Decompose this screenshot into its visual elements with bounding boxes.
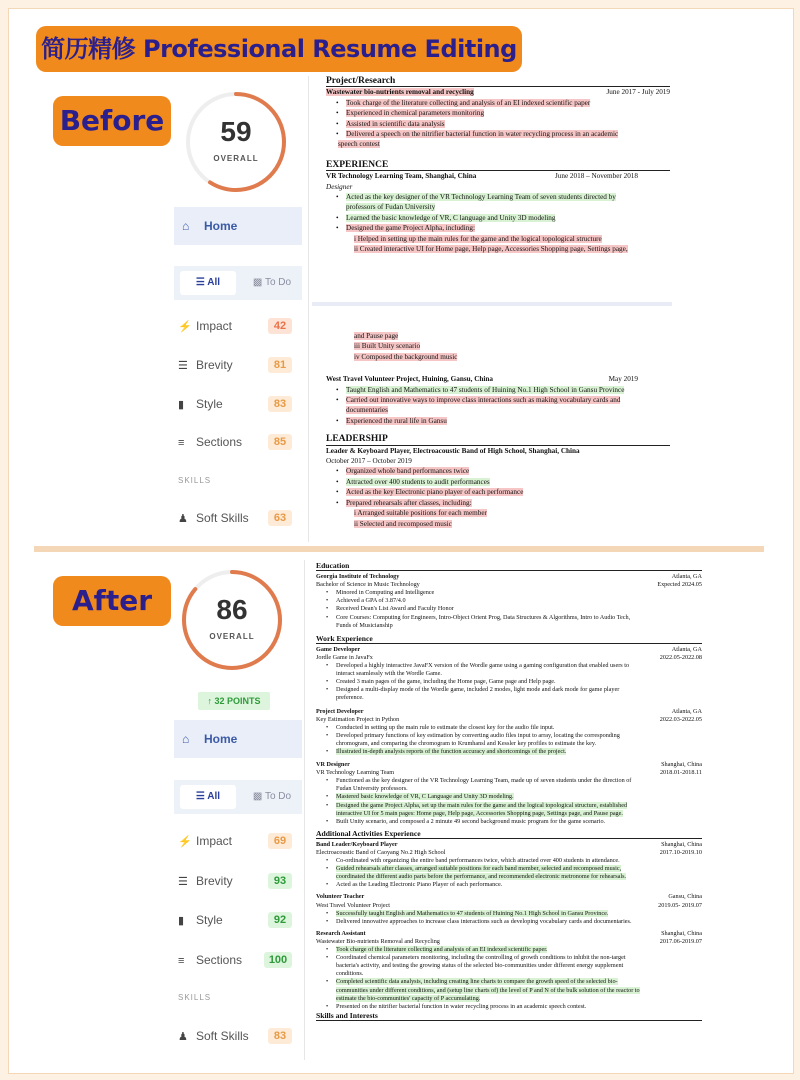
bullet-text: Designed the game Project Alpha, set up the main rules for the game and the logical topological structure, established xyxy=(336,801,628,809)
cat-score: 63 xyxy=(268,510,292,526)
role-text: Designer xyxy=(326,182,353,191)
bullet: • Achieved a GPA of 3.87/4.0 xyxy=(316,597,702,605)
section-heading: Additional Activities Experience xyxy=(316,830,702,839)
bullet xyxy=(316,793,702,801)
bullet xyxy=(326,385,670,395)
bullet-cont: chromogram, and comparing the chromogram to Krumhansl and Kessler key profiles to estimate the key. xyxy=(336,739,597,747)
sub-bullet xyxy=(326,234,670,244)
points-badge xyxy=(198,692,270,710)
list-icon: ☰ xyxy=(195,791,208,802)
home-label: Home xyxy=(204,219,238,233)
list-icon: ☰ xyxy=(195,277,208,288)
bullet-text: Mastered basic knowledge of VR, C Language and Unity 3D modeling. xyxy=(336,793,514,801)
bullet xyxy=(326,498,670,508)
bullet xyxy=(316,802,702,810)
entry-sub xyxy=(316,581,702,589)
entry-loc: Atlanta, GA xyxy=(671,707,702,715)
entry-sub-text: Jordle Game in JavaFx xyxy=(316,653,373,661)
entry-title xyxy=(326,87,670,97)
sub-bullet xyxy=(326,508,670,518)
after-cat-style[interactable] xyxy=(174,910,292,930)
entry-sub-text: Electroacoustic Band of Caoyang No.2 High School xyxy=(316,849,446,856)
sub-bullet xyxy=(326,341,670,351)
cat-label: Impact xyxy=(196,834,233,848)
sub-bullet xyxy=(326,519,670,529)
bullet-text: Organized whole band performances twice xyxy=(346,467,470,476)
entry-loc: Atlanta, GA xyxy=(671,645,702,653)
entry-title xyxy=(316,761,702,769)
entry-loc: Atlanta, GA xyxy=(671,573,702,581)
points-label: 32 POINTS xyxy=(214,696,261,706)
list-icon: ☰ xyxy=(178,360,188,372)
resume-before-cont xyxy=(326,331,670,529)
before-cat-soft-skills[interactable] xyxy=(174,508,292,528)
bullet-text: Carried out innovative ways to improve class interactions such as making vocabulary cards and xyxy=(346,396,621,405)
entry-sub-text: Wastewater Bio-nutrients Removal and Recycling xyxy=(316,937,440,945)
section-heading: Project/Research xyxy=(326,76,670,87)
entry-sub xyxy=(316,769,702,777)
cat-score: 83 xyxy=(268,396,292,412)
cat-label: Sections xyxy=(196,435,243,449)
before-score-gauge xyxy=(182,88,290,196)
entry-org: Band Leader/Keyboard Player xyxy=(316,840,398,848)
bullet-text: interactive UI for 5 main pages: Home page, Help page, Accessories Shopping page, Settings page, and Pause page. xyxy=(336,809,623,817)
bullet-text: Acted as the key Electronic piano player of each performance xyxy=(346,488,524,497)
entry-date: May 2019 xyxy=(608,375,638,384)
bullet xyxy=(316,910,702,918)
bullet-text: professors of Fudan University xyxy=(346,203,436,212)
entry-date: October 2017 – October 2019 xyxy=(326,457,412,466)
bullet-text: Taught English and Mathematics to 47 students of Huining No.1 High School in Gansu Province xyxy=(346,385,625,394)
entry-role xyxy=(326,182,670,192)
entry-sub xyxy=(316,849,702,857)
after-nav-home[interactable] xyxy=(174,720,302,758)
cat-label: Sections xyxy=(196,953,243,967)
cat-score: 42 xyxy=(268,318,292,334)
bullet xyxy=(316,946,702,954)
person-icon: ♟ xyxy=(178,1031,188,1043)
arrow-up-icon: ↑ xyxy=(207,696,215,706)
entry-org: VR Technology Learning Team, Shanghai, China xyxy=(326,172,477,181)
bullet-cont: preference. xyxy=(336,694,364,702)
sub-bullet xyxy=(326,331,670,341)
bullet xyxy=(326,223,670,233)
document-icon: ▮ xyxy=(178,915,185,927)
bullet: • Conducted in setting up the main rule to estimate the closest key for the audio file input. xyxy=(316,724,702,732)
cat-score: 85 xyxy=(268,434,292,450)
entry-loc: Shanghai, China xyxy=(661,840,702,848)
entry-sub-text: Key Estimation Project in Python xyxy=(316,715,400,723)
entry-date: 2019.05- 2019.07 xyxy=(658,901,702,909)
entry-loc: Gansu, China xyxy=(668,893,702,901)
bullet-cont: interact seamlessly with the Wordle Game. xyxy=(336,670,442,678)
bullet xyxy=(326,395,670,405)
after-cat-impact[interactable] xyxy=(174,831,292,851)
cat-score: 81 xyxy=(268,357,292,373)
after-score-gauge xyxy=(178,566,286,674)
before-tag: Before xyxy=(53,96,171,146)
cat-score: 100 xyxy=(264,952,292,968)
bullet: • Core Courses: Computing for Engineers, Intro-Object Orient Prog, Data Structures & Algorithms, Intro to Audio Tech, xyxy=(316,614,702,622)
sections-icon: ≡ xyxy=(178,955,185,967)
bullet: • Coordinated chemical parameters monitoring, including the controlling of growth conditions to inhibit the non-target xyxy=(316,954,702,962)
before-cat-brevity[interactable] xyxy=(174,355,292,375)
bullet: • Delivered innovative approaches to increase class interactions such as developing vocabulary cards and documentaries. xyxy=(316,918,702,926)
bullet-cont xyxy=(326,405,670,415)
sub-bullet xyxy=(326,352,670,362)
cat-score: 83 xyxy=(268,1028,292,1044)
bullet-text: documentaries xyxy=(346,406,388,415)
resume-after xyxy=(316,562,702,1021)
bullet-text: i Helped in setting up the main rules for the game and the logical topological structure xyxy=(354,234,602,243)
entry-title xyxy=(316,646,702,654)
bullet-text: and Pause page xyxy=(354,332,399,340)
after-skills-heading: SKILLS xyxy=(178,993,212,1002)
bullet xyxy=(326,477,670,487)
bullet xyxy=(316,978,702,986)
bullet xyxy=(326,466,670,476)
entry-title xyxy=(316,930,702,938)
home-icon: ⌂ xyxy=(182,732,190,746)
bullet xyxy=(316,865,702,873)
entry-org: West Travel Volunteer Project, Huining, Gansu, China xyxy=(326,375,493,384)
section-heading: EXPERIENCE xyxy=(326,160,670,171)
entry-title xyxy=(316,573,702,581)
sections-icon: ≡ xyxy=(178,437,185,449)
bullet xyxy=(326,213,670,223)
before-skills-heading: SKILLS xyxy=(178,476,212,485)
entry-title xyxy=(326,171,670,181)
entry-org: Georgia Institute of Technology xyxy=(316,573,400,581)
after-panel-divider xyxy=(304,560,305,1060)
bullet: • Functioned as the key designer of the VR Technology Learning Team, made up of seven students under the direction of xyxy=(316,777,702,785)
before-panel-divider xyxy=(308,76,309,542)
after-score-value: 86 xyxy=(216,594,248,625)
tab-all-label: All xyxy=(207,277,221,288)
entry-title xyxy=(316,893,702,901)
bullet: • Developed primary functions of key estimation by converting audio files input to array, locating the corresponding xyxy=(316,732,702,740)
entry-sub xyxy=(316,654,702,662)
cat-label: Style xyxy=(196,913,223,927)
home-icon: ⌂ xyxy=(182,219,190,233)
bolt-icon: ⚡ xyxy=(178,836,192,848)
after-overall-label: OVERALL xyxy=(209,632,255,641)
before-cat-impact[interactable] xyxy=(174,316,292,336)
clipboard-icon: ▩ xyxy=(252,277,265,288)
bolt-icon: ⚡ xyxy=(178,321,192,333)
bullet-cont xyxy=(316,995,702,1003)
entry-loc: Shanghai, China xyxy=(661,761,702,769)
bullet-text: iv Composed the background music xyxy=(354,352,458,361)
bullet-cont xyxy=(326,139,670,149)
entry-title xyxy=(326,446,670,456)
title-banner: 简历精修 Professional Resume Editing xyxy=(36,26,522,72)
tab-todo-label: To Do xyxy=(264,277,292,288)
bullet: • Developed a highly interactive JavaFX version of the Wordle game using a gaming configuration that enabled users to xyxy=(316,662,702,670)
after-tabs xyxy=(174,780,302,814)
entry-date: 2022.03-2022.05 xyxy=(659,715,702,723)
bullet: • Created 3 main pages of the game, including the Home page, Game page and Help page. xyxy=(316,678,702,686)
entry-sub xyxy=(316,902,702,910)
bullet xyxy=(326,416,670,426)
bullet-cont: conditions. xyxy=(336,970,364,978)
bullet-text: Learned the basic knowledge of VR, C language and Unity 3D modeling xyxy=(346,213,556,222)
section-heading: Work Experience xyxy=(316,635,702,644)
after-cat-sections[interactable] xyxy=(174,950,292,970)
before-score-value: 59 xyxy=(220,116,252,147)
entry-date: June 2018 – November 2018 xyxy=(554,172,638,181)
cat-score: 69 xyxy=(268,833,292,849)
entry-org: Project Developer xyxy=(316,707,364,715)
entry-date: 2017.06-2019.07 xyxy=(659,937,702,945)
entry-date: 2022.05-2022.08 xyxy=(659,653,702,661)
bullet xyxy=(326,119,670,129)
bullet: • Presented on the nitrifier bacterial function in water recycling process in an academic speech contest. xyxy=(316,1003,702,1011)
entry-date: 2017.10-2019.10 xyxy=(659,849,702,856)
tab-all-label: All xyxy=(207,791,221,802)
resume-before xyxy=(326,76,670,255)
entry-date: Expected 2024.05 xyxy=(657,581,702,589)
list-icon: ☰ xyxy=(178,876,188,888)
bullet-cont: Funds of Musicianship xyxy=(336,621,393,629)
before-tab-todo[interactable] xyxy=(244,271,300,295)
bullet-text: Attracted over 400 students to audit performances xyxy=(346,477,490,486)
bullet-cont xyxy=(326,202,670,212)
entry-sub xyxy=(316,716,702,724)
bullet-text: Prepared rehearsals after classes, including: xyxy=(346,498,472,507)
entry-sub xyxy=(316,938,702,946)
bullet xyxy=(326,108,670,118)
entry-date: June 2017 - July 2019 xyxy=(606,88,670,97)
cat-label: Style xyxy=(196,397,223,411)
before-tabs xyxy=(174,266,302,300)
cat-label: Soft Skills xyxy=(196,1029,249,1043)
entry-title xyxy=(316,708,702,716)
after-tag: After xyxy=(53,576,171,626)
bullet-text: Assisted in scientific data analysis xyxy=(346,119,445,128)
after-tab-all[interactable] xyxy=(180,785,236,809)
bullet-text: communities under different conditions, and (setup line charts of) the level of P and N of the bulk solution of the reactor to xyxy=(336,986,640,994)
tab-todo-label: To Do xyxy=(264,791,292,802)
bullet: • Built Unity scenario, and composed a 2 minute 49 second background music program for the game scenario. xyxy=(316,818,702,826)
bullet-cont xyxy=(316,810,702,818)
bullet xyxy=(326,192,670,202)
bullet-cont xyxy=(316,987,702,995)
before-tab-all[interactable] xyxy=(180,271,236,295)
entry-sub-text: Bachelor of Science in Music Technology xyxy=(316,581,420,589)
bullet-cont: Fudan University professors. xyxy=(336,785,408,793)
entry-date: 2018.01-2018.11 xyxy=(659,769,702,777)
bullet: • Received Dean's List Award and Faculty Honor xyxy=(316,605,702,613)
entry-org: VR Designer xyxy=(316,761,350,769)
document-icon: ▮ xyxy=(178,399,185,411)
before-cat-style[interactable] xyxy=(174,394,292,414)
bullet-text: estimate the bio-communities' capacity of P accumulating. xyxy=(336,994,481,1002)
bullet-text: Delivered a speech on the nitrifier bacterial function in water recycling process in an academic xyxy=(346,130,619,139)
cat-score: 92 xyxy=(268,912,292,928)
bullet-text: Successfully taught English and Mathematics to 47 students of Huining No.1 High School in Gansu Province. xyxy=(336,909,609,917)
entry-org: Leader & Keyboard Player, Electroacoustic Band of High School, Shanghai, China xyxy=(326,446,580,455)
cat-label: Impact xyxy=(196,319,233,333)
after-tab-todo[interactable] xyxy=(244,785,300,809)
entry-org: Volunteer Teacher xyxy=(316,893,365,901)
bullet-text: Designed the game Project Alpha, including: xyxy=(346,224,475,233)
bullet-text: Illustrated in-depth analysis reports of the function accuracy and shortcomings of the project. xyxy=(336,747,567,755)
after-cat-brevity[interactable] xyxy=(174,871,292,891)
bullet xyxy=(326,98,670,108)
bullet-text: Experienced the rural life in Gansu xyxy=(346,416,447,425)
section-heading: Education xyxy=(316,562,702,571)
bullet-cont: bacteria's activity, and testing the growing status of the selected bio-communities under different energy supplement xyxy=(336,962,624,970)
bullet-text: ii Created interactive UI for Home page, Help page, Accessories Shopping page, Settings page, xyxy=(354,245,628,254)
bullet-text: i Arranged suitable positions for each member xyxy=(354,509,487,518)
entry-title xyxy=(316,841,702,849)
bullet-text: speech contest xyxy=(338,140,380,149)
sub-bullet xyxy=(326,244,670,254)
bullet xyxy=(326,129,670,139)
bullet-text: ii Selected and recomposed music xyxy=(354,519,452,528)
clipboard-icon: ▩ xyxy=(252,791,265,802)
before-cat-sections[interactable] xyxy=(174,432,292,452)
cat-label: Soft Skills xyxy=(196,511,249,525)
cat-label: Brevity xyxy=(196,874,233,888)
entry-sub-text: VR Technology Learning Team xyxy=(316,769,395,777)
after-cat-soft-skills[interactable] xyxy=(174,1026,292,1046)
entry-sub-text: West Travel Volunteer Project xyxy=(316,901,391,909)
bullet-text: Acted as the key designer of the VR Technology Learning Team of seven students directed by xyxy=(346,193,616,202)
bullet-cont xyxy=(316,873,702,881)
entry-loc: Shanghai, China xyxy=(661,929,702,937)
bullet-text: iii Built Unity scenario xyxy=(354,342,421,351)
bullet: • Designed a multi-display mode of the Wordle game, included 2 modes, light mode and dark mode for game player xyxy=(316,686,702,694)
before-overall-label: OVERALL xyxy=(213,154,259,163)
bullet xyxy=(326,487,670,497)
cat-score: 93 xyxy=(268,873,292,889)
bullet-text: Completed scientific data analysis, including creating line charts to compare the growth speed of the selected bio- xyxy=(336,978,618,986)
bullet-text: Took charge of the literature collecting and analysis of an EI indexed scientific paper. xyxy=(336,946,548,954)
entry-org: Research Assistant xyxy=(316,929,366,937)
cat-label: Brevity xyxy=(196,358,233,372)
person-icon: ♟ xyxy=(178,513,188,525)
bullet xyxy=(316,748,702,756)
entry-title xyxy=(326,374,670,384)
bullet-text: Guided rehearsals after classes, arranged suitable positions for each band member, selected and recomposed music, xyxy=(336,865,622,873)
bullet: • Co-ordinated with organizing the entire band performances twice, which attracted over 400 students in attendance. xyxy=(316,857,702,865)
entry-org: Game Developer xyxy=(316,645,361,653)
section-heading: LEADERSHIP xyxy=(326,434,670,445)
bullet-text: coordinated the different audio parts before the performance, and recommended electronic metronome for rehearsals. xyxy=(336,873,627,881)
before-nav-home[interactable] xyxy=(174,207,302,245)
bullet: • Minored in Computing and Intelligence xyxy=(316,589,702,597)
page-break xyxy=(312,302,672,306)
bullet: • Acted as the Leading Electronic Piano Player of each performance. xyxy=(316,881,702,889)
bullet-text: Took charge of the literature collecting and analysis of an EI indexed scientific paper xyxy=(346,98,591,107)
bullet-text: Experienced in chemical parameters monitoring xyxy=(346,109,485,118)
section-heading: Skills and Interests xyxy=(316,1012,702,1021)
section-divider xyxy=(34,546,764,552)
project-title: Wastewater bio-nutrients removal and recycling xyxy=(326,88,474,97)
home-label: Home xyxy=(204,732,238,746)
